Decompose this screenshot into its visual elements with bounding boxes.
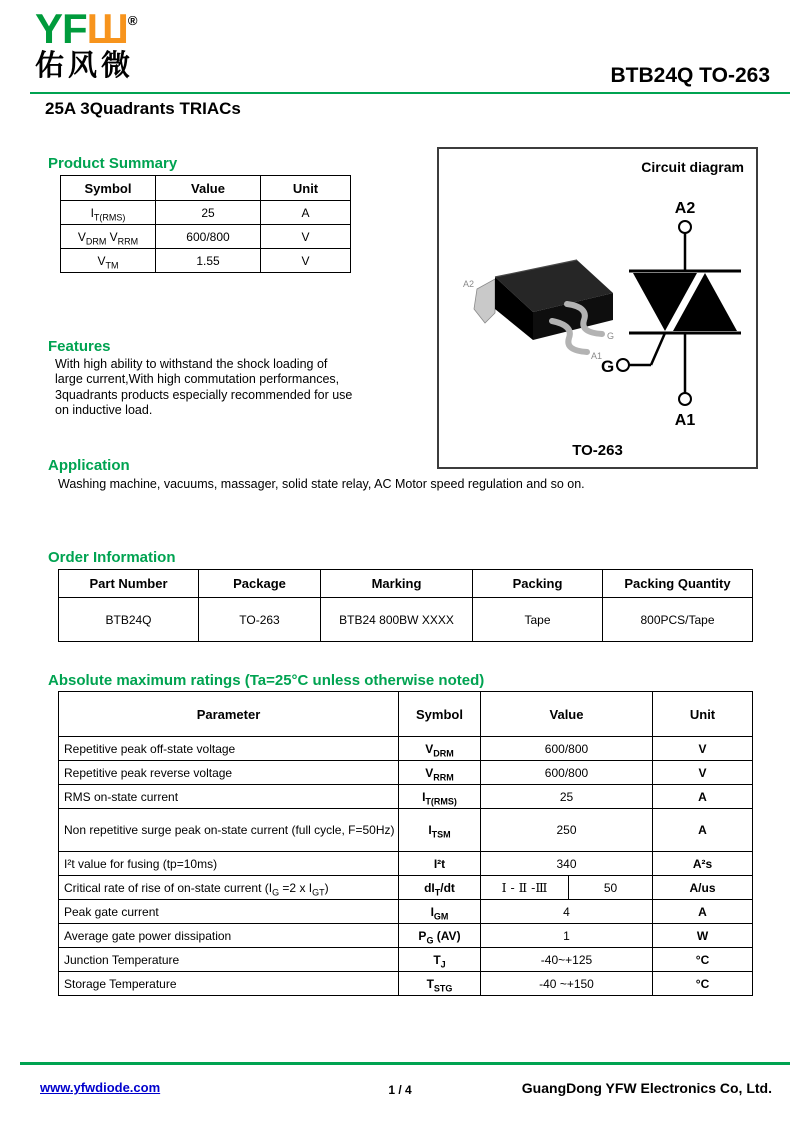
circuit-diagram-box <box>437 147 758 469</box>
unit-cell: A <box>653 809 753 852</box>
table-row <box>61 249 351 273</box>
unit-cell: V <box>261 249 351 273</box>
table-row <box>59 809 753 852</box>
unit-cell: °C <box>653 948 753 972</box>
table-row <box>59 598 753 642</box>
footer-divider <box>20 1062 790 1065</box>
parameter-cell: RMS on-state current <box>59 785 399 809</box>
parameter-cell: Repetitive peak off-state voltage <box>59 737 399 761</box>
page-number: 1 / 4 <box>388 1083 412 1097</box>
unit-cell: A/us <box>653 876 753 900</box>
product-summary-heading: Product Summary <box>48 155 178 172</box>
col-part-number: Part Number <box>59 570 199 598</box>
unit-cell: W <box>653 924 753 948</box>
value-cell: -40~+125 <box>481 948 653 972</box>
part-number-cell: BTB24Q <box>59 598 199 642</box>
parameter-cell: Storage Temperature <box>59 972 399 996</box>
table-header-row <box>61 176 351 201</box>
order-information-table <box>58 569 753 642</box>
ratings-table <box>58 691 753 996</box>
triac-g-label: G <box>601 357 615 376</box>
unit-cell: V <box>653 761 753 785</box>
unit-cell: A²s <box>653 852 753 876</box>
col-unit: Unit <box>261 176 351 201</box>
table-row <box>59 785 753 809</box>
page-title: BTB24Q TO-263 <box>610 64 770 87</box>
value-cell: 600/800 <box>481 761 653 785</box>
symbol-cell: $V_{DRM}$ $V_{RRM}$ <box>61 225 156 249</box>
parameter-cell: Peak gate current <box>59 900 399 924</box>
table-header-row <box>59 570 753 598</box>
col-unit: Unit <box>653 692 753 737</box>
triac-symbol <box>599 197 749 442</box>
symbol-cell: $T_{STG}$ <box>399 972 481 996</box>
value-cell: 250 <box>481 809 653 852</box>
value-cell: 25 <box>481 785 653 809</box>
parameter-cell: Junction Temperature <box>59 948 399 972</box>
table-row <box>61 225 351 249</box>
header-divider <box>30 92 790 94</box>
col-package: Package <box>199 570 321 598</box>
features-text: With high ability to withstand the shock loading of large current,With high commutation performances, 3quadrants products especially recommended for use on inductive load. <box>55 357 353 417</box>
symbol-cell: $V_{DRM}$ <box>399 737 481 761</box>
value-cell: 25 <box>156 201 261 225</box>
circuit-diagram-title: Circuit diagram <box>641 159 744 175</box>
triac-a2-label: A2 <box>674 200 696 217</box>
unit-cell: A <box>261 201 351 225</box>
table-row <box>59 972 753 996</box>
col-packing: Packing <box>473 570 603 598</box>
features-heading: Features <box>48 338 111 355</box>
parameter-cell: Repetitive peak reverse voltage <box>59 761 399 785</box>
pkg-pin-a1-label: A1 <box>591 351 603 361</box>
table-row <box>59 737 753 761</box>
logo-w-glyph: Ш <box>86 5 128 52</box>
table-header-row <box>59 692 753 737</box>
triac-a1-label: A1 <box>674 412 696 429</box>
symbol-cell: $T_J$ <box>399 948 481 972</box>
logo-yf-text: YF <box>35 5 87 52</box>
logo-wordmark <box>35 5 138 52</box>
pkg-pin-g-label: G <box>607 331 615 341</box>
table-row <box>61 201 351 225</box>
unit-cell: A <box>653 785 753 809</box>
value-cell: 1 <box>481 924 653 948</box>
value-cell: 1.55 <box>156 249 261 273</box>
unit-cell: A <box>653 900 753 924</box>
table-row <box>59 852 753 876</box>
symbol-cell: $I_{TSM}$ <box>399 809 481 852</box>
symbol-cell: $V_{RRM}$ <box>399 761 481 785</box>
pkg-pin-a2-label: A2 <box>463 279 475 289</box>
document-subtitle: 25A 3Quadrants TRIACs <box>45 99 241 118</box>
order-information-heading: Order Information <box>48 549 176 566</box>
packing-cell: Tape <box>473 598 603 642</box>
unit-cell: V <box>261 225 351 249</box>
package-cell: TO-263 <box>199 598 321 642</box>
application-heading: Application <box>48 457 130 474</box>
value-cell: 340 <box>481 852 653 876</box>
company-logo <box>35 5 138 83</box>
value-quadrants-cell: Ⅰ - Ⅱ -Ⅲ <box>481 876 569 900</box>
parameter-cell: I²t value for fusing (tp=10ms) <box>59 852 399 876</box>
col-marking: Marking <box>321 570 473 598</box>
symbol-cell: $dI_T/dt$ <box>399 876 481 900</box>
col-parameter: Parameter <box>59 692 399 737</box>
col-packing-quantity: Packing Quantity <box>603 570 753 598</box>
col-value: Value <box>481 692 653 737</box>
packing-quantity-cell: 800PCS/Tape <box>603 598 753 642</box>
marking-cell: BTB24 800BW XXXX <box>321 598 473 642</box>
parameter-cell: Non repetitive surge peak on-state current (full cycle, F=50Hz) <box>59 809 399 852</box>
value-cell: 600/800 <box>156 225 261 249</box>
col-symbol: Symbol <box>399 692 481 737</box>
symbol-cell: $I_{T(RMS)}$ <box>61 201 156 225</box>
product-summary-table <box>60 175 351 273</box>
value-cell: 4 <box>481 900 653 924</box>
table-row <box>59 948 753 972</box>
table-row <box>59 900 753 924</box>
symbol-cell: $V_{TM}$ <box>61 249 156 273</box>
value-cell: -40 ~+150 <box>481 972 653 996</box>
company-name: GuangDong YFW Electronics Co, Ltd. <box>521 1080 772 1096</box>
table-row <box>59 876 753 900</box>
package-name-label: TO-263 <box>572 442 623 459</box>
symbol-cell: $I_{GM}$ <box>399 900 481 924</box>
table-row <box>59 924 753 948</box>
col-value: Value <box>156 176 261 201</box>
value-cell: 50 <box>569 876 653 900</box>
symbol-cell: $P_G$ (AV) <box>399 924 481 948</box>
symbol-cell: $I_{T(RMS)}$ <box>399 785 481 809</box>
col-symbol: Symbol <box>61 176 156 201</box>
registered-mark-icon: ® <box>127 13 138 28</box>
parameter-cell: Average gate power dissipation <box>59 924 399 948</box>
website-link[interactable]: www.yfwdiode.com <box>40 1080 161 1095</box>
application-text: Washing machine, vacuums, massager, solid state relay, AC Motor speed regulation and so on. <box>58 477 585 491</box>
unit-cell: V <box>653 737 753 761</box>
table-row <box>59 761 753 785</box>
unit-cell: °C <box>653 972 753 996</box>
symbol-cell: I²t <box>399 852 481 876</box>
value-cell: 600/800 <box>481 737 653 761</box>
parameter-cell: Critical rate of rise of on-state current ($I_G =2$ x $I_{GT}$) <box>59 876 399 900</box>
ratings-heading: Absolute maximum ratings (Ta=25°C unless otherwise noted) <box>48 672 485 689</box>
logo-chinese-name: 佑风微 <box>35 50 135 82</box>
